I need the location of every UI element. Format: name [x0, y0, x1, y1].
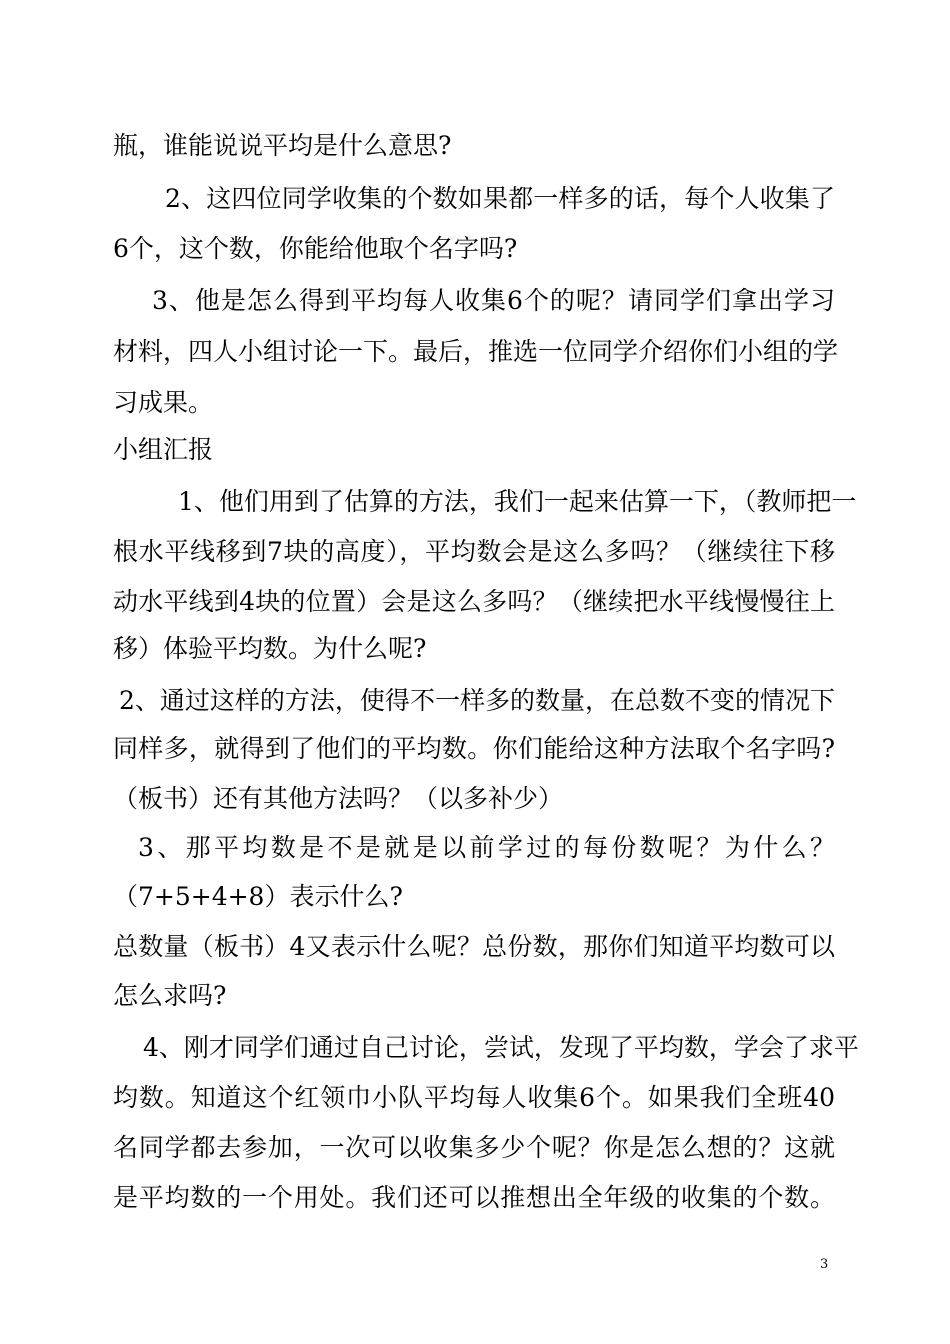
text-line: 同样多，就得到了他们的平均数。你们能给这种方法取个名字吗?: [113, 734, 835, 763]
text-line: 移）体验平均数。为什么呢?: [113, 634, 427, 663]
text-line: 总数量（板书）4又表示什么呢？总份数，那你们知道平均数可以: [113, 932, 835, 961]
text-line: 3、他是怎么得到平均每人收集6个的呢？请同学们拿出学习: [152, 286, 835, 315]
text-line: 名同学都去参加，一次可以收集多少个呢？你是怎么想的？这就: [113, 1133, 835, 1162]
text-line: 瓶，谁能说说平均是什么意思?: [113, 131, 452, 160]
text-line: 6个，这个数，你能给他取个名字吗?: [113, 234, 518, 263]
text-line: 1、他们用到了估算的方法，我们一起来估算一下，（教师把一: [178, 487, 857, 516]
text-line: 习成果。: [113, 388, 214, 417]
section-heading: 小组汇报: [113, 435, 214, 464]
text-line: （7+5+4+8）表示什么?: [113, 882, 403, 911]
text-line: 动水平线到4块的位置）会是这么多吗？（继续把水平线慢慢往上: [113, 587, 835, 616]
text-line: 3、那平均数是不是就是以前学过的每份数呢？为什么？: [138, 833, 835, 862]
text-line: 均数。知道这个红领巾小队平均每人收集6个。如果我们全班40: [113, 1083, 835, 1112]
text-line: 2、这四位同学收集的个数如果都一样多的话，每个人收集了: [165, 184, 835, 213]
text-line: （板书）还有其他方法吗？（以多补少）: [113, 784, 564, 813]
page-number: 3: [820, 1257, 829, 1272]
text-line: 根水平线移到7块的高度），平均数会是这么多吗？（继续往下移: [113, 537, 835, 566]
text-line: 材料，四人小组讨论一下。最后，推选一位同学介绍你们小组的学: [113, 337, 839, 366]
text-line: 2、通过这样的方法，使得不一样多的数量，在总数不变的情况下: [119, 686, 835, 715]
text-line: 怎么求吗?: [113, 981, 227, 1010]
text-line: 4、刚才同学们通过自己讨论，尝试，发现了平均数，学会了求平: [143, 1033, 859, 1062]
text-line: 是平均数的一个用处。我们还可以推想出全年级的收集的个数。: [113, 1183, 835, 1212]
